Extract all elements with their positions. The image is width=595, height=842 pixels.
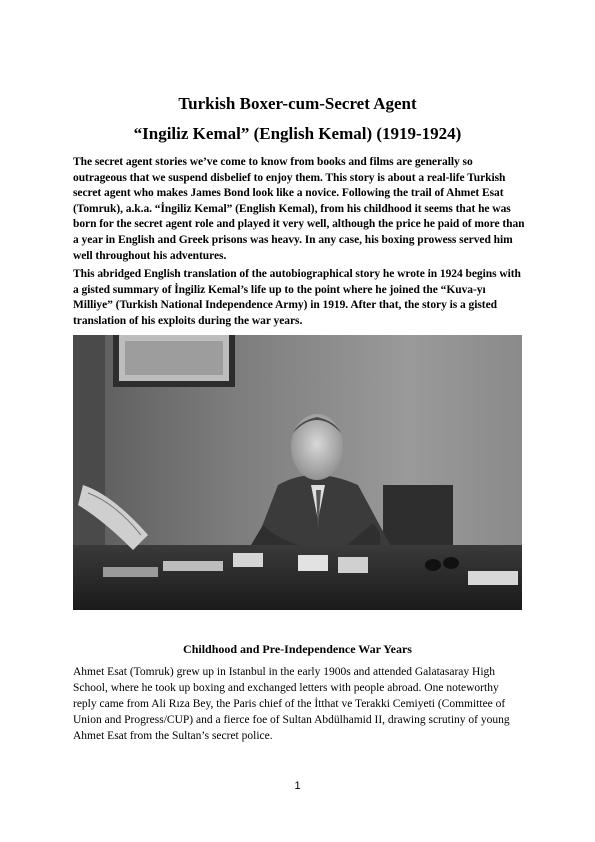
document-subtitle: “Ingiliz Kemal” (English Kemal) (1919-1924): [133, 124, 462, 143]
page-number: 1: [294, 780, 301, 792]
intro-paragraph-2: This abridged English translation of the autobiographical story he wrote in 1924 begins with a gisted summary of İngiliz Kemal’s life up to the point where he joined the “Kuva-yı Milliye” (Turkish National Independence Army) in 1919. After that, the story is a gisted translation of his exploits during the war years.: [73, 268, 521, 327]
document-title: Turkish Boxer-cum-Secret Agent: [178, 94, 417, 113]
intro-paragraph-1: The secret agent stories we’ve come to know from books and films are generally so outrageous that we suspend disbelief to enjoy them. This story is about a real-life Turkish secret agent who makes James Bond look like a novice. Following the trail of Ahmet Esat (Tomruk), a.k.a. “İngiliz Kemal” (English Kemal), from his childhood it seems that he was born for the secret agent role and played it very well, although the price he paid of more than a year in English and Greek prisons was heavy. In any case, his boxing prowess served him well throughout his adventures.: [73, 156, 525, 262]
section-heading: Childhood and Pre-Independence War Years: [183, 642, 412, 656]
body-paragraph: Ahmet Esat (Tomruk) grew up in Istanbul in the early 1900s and attended Galatasaray High School, where he took up boxing and exchanged letters with people abroad. One noteworthy reply came from Ali Rıza Bey, the Paris chief of the İtthat ve Terakki Cemiyeti (Committee of Union and Progress/CUP) and a fierce foe of Sultan Abdülhamid II, drawing scrutiny of young Ahmet Esat from the Sultan’s secret police.: [73, 666, 510, 742]
portrait-photo: [73, 335, 522, 610]
portrait-photo-image: [73, 335, 522, 610]
